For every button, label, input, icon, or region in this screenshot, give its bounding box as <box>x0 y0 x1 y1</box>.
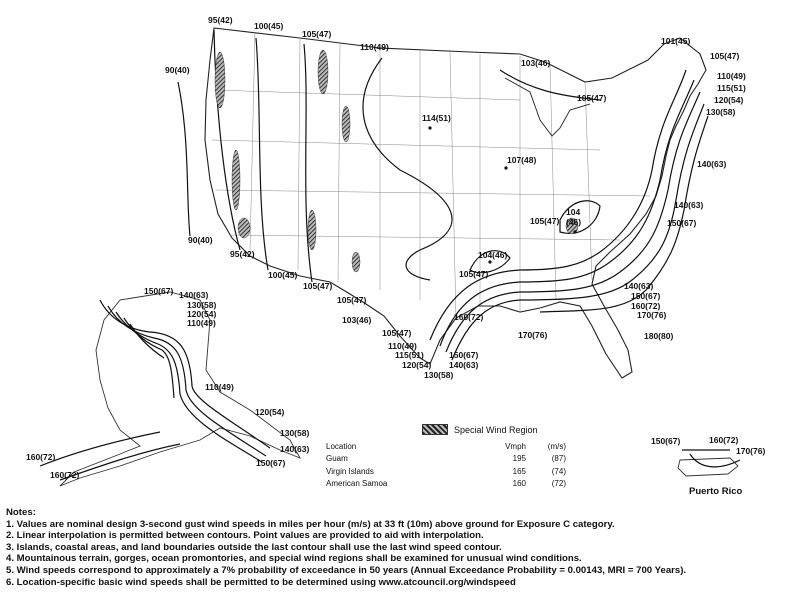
table-cell: Guam <box>326 454 348 464</box>
contour-label: 104(46) <box>478 250 508 260</box>
table-cell: (74) <box>551 466 566 476</box>
contour-label: 90(40) <box>165 65 190 75</box>
table-row <box>326 478 566 491</box>
contour-label: 105(47) <box>382 328 412 338</box>
contour-label: 170(76) <box>518 330 548 340</box>
contour-label: 120(54) <box>255 407 285 417</box>
contour-labels-pr <box>651 435 765 456</box>
contour-label: 107(48) <box>507 155 537 165</box>
puerto-rico-outline <box>678 458 738 476</box>
contour-label: 120(54) <box>402 360 432 370</box>
contour-label: 130(58) <box>424 370 454 380</box>
contour-label: 160(72) <box>50 470 80 480</box>
contour-label: 160(72) <box>709 435 739 445</box>
note-item: 3. Islands, coastal areas, and land boundaries outside the last contour shall use the last wind speed contour. <box>6 541 502 553</box>
table-cell: American Samoa <box>326 479 388 489</box>
note-item: 1. Values are nominal design 3-second gust wind speeds in miles per hour (m/s) at 33 ft (10m) above ground for Exposure C category. <box>6 518 615 530</box>
great-lakes <box>505 78 590 136</box>
contour-label: 130(58) <box>280 428 310 438</box>
table-row <box>326 465 566 478</box>
table-row <box>326 453 566 466</box>
contour-label: 150(67) <box>449 350 479 360</box>
contour-label: 160(72) <box>454 312 484 322</box>
contour-label: 110(49) <box>717 71 746 81</box>
alaska-contours <box>40 300 270 480</box>
table-cell: 165 <box>512 466 526 476</box>
note-item: 5. Wind speeds correspond to approximately a 7% probability of exceedance in 50 years (Annual Exceedance Probability = 0.00143, MRI = 700 Years). <box>6 564 687 576</box>
table-cell: (87) <box>551 454 566 464</box>
contour-labels-alaska <box>26 286 309 480</box>
contour-label: 130(58) <box>187 300 217 310</box>
note-item: 2. Linear interpolation is permitted between contours. Point values are provided to aid with interpolation. <box>6 530 484 542</box>
contour-label: 110(49) <box>388 341 417 351</box>
contour-label: 90(40) <box>188 235 213 245</box>
table-cell: (72) <box>551 479 566 489</box>
contour-label: 100(45) <box>268 270 298 280</box>
contour-label: 150(67) <box>667 218 697 228</box>
contour-label: 110(49) <box>205 382 234 392</box>
contour-lines <box>178 30 708 360</box>
notes-title: Notes: <box>6 507 36 518</box>
contour-label: 140(63) <box>674 200 704 210</box>
contour-label: 105(47) <box>337 295 367 305</box>
table-cell: 195 <box>512 454 526 464</box>
table-cell: Virgin Islands <box>326 466 374 476</box>
contour-label: 103(46) <box>342 315 372 325</box>
legend <box>422 424 538 435</box>
contour-labels-conus <box>165 15 746 380</box>
contour-label: 95(42) <box>208 15 233 25</box>
legend-label: Special Wind Region <box>454 424 538 435</box>
contour-label: 105(47) <box>302 29 332 39</box>
contour-label: 140(63) <box>179 290 209 300</box>
table-header <box>326 440 566 453</box>
contour-label: 95(42) <box>230 249 255 259</box>
contour-label: 130(58) <box>706 107 736 117</box>
contour-label: 105(47) <box>577 93 607 103</box>
contour-label: 150(67) <box>631 291 661 301</box>
contour-label: 101(45) <box>661 36 691 46</box>
contour-label: 105(47) <box>303 281 333 291</box>
contour-label: 105(47) <box>530 216 560 226</box>
contour-label: 114(51) <box>422 113 451 123</box>
contour-label: 140(63) <box>449 360 479 370</box>
puerto-rico-label: Puerto Rico <box>689 486 743 497</box>
contour-label: 140(63) <box>624 281 654 291</box>
note-item: 6. Location-specific basic wind speeds shall be permitted to be determined using www.atcouncil.org/windspeed <box>6 576 516 588</box>
contour-label: 140(63) <box>697 159 727 169</box>
contour-label: 150(67) <box>651 436 681 446</box>
notes <box>6 507 686 588</box>
table-cell: 160 <box>512 479 526 489</box>
contour-label: 150(67) <box>144 286 174 296</box>
contour-label: 140(63) <box>280 444 310 454</box>
contour-label: 170(76) <box>736 446 766 456</box>
header-location: Location <box>326 441 357 451</box>
contour-label: (46) <box>566 217 582 227</box>
island-wind-table <box>326 440 566 490</box>
conus-outline <box>205 28 706 378</box>
contour-label: 115(51) <box>395 350 424 360</box>
special-wind-region-swatch <box>422 424 448 435</box>
contour-label: 180(80) <box>644 331 674 341</box>
contour-label: 110(49) <box>360 42 389 52</box>
contour-label: 110(49) <box>187 318 216 328</box>
contour-label: 160(72) <box>26 452 56 462</box>
contour-label: 105(47) <box>459 269 489 279</box>
contour-label: 150(67) <box>256 458 286 468</box>
contour-label: 104 <box>566 207 581 217</box>
header-vmph: Vmph <box>505 441 526 451</box>
contour-label: 115(51) <box>717 83 746 93</box>
contour-label: 100(45) <box>254 21 284 31</box>
header-ms: (m/s) <box>547 441 566 451</box>
contour-label: 170(76) <box>637 310 667 320</box>
contour-label: 160(72) <box>631 301 661 311</box>
contour-label: 120(54) <box>714 95 744 105</box>
contour-label: 105(47) <box>710 51 740 61</box>
note-item: 4. Mountainous terrain, gorges, ocean promontories, and special wind regions shall be examined for unusual wind conditions. <box>6 553 582 565</box>
contour-label: 103(46) <box>521 58 551 68</box>
contour-label: 120(54) <box>187 309 217 319</box>
